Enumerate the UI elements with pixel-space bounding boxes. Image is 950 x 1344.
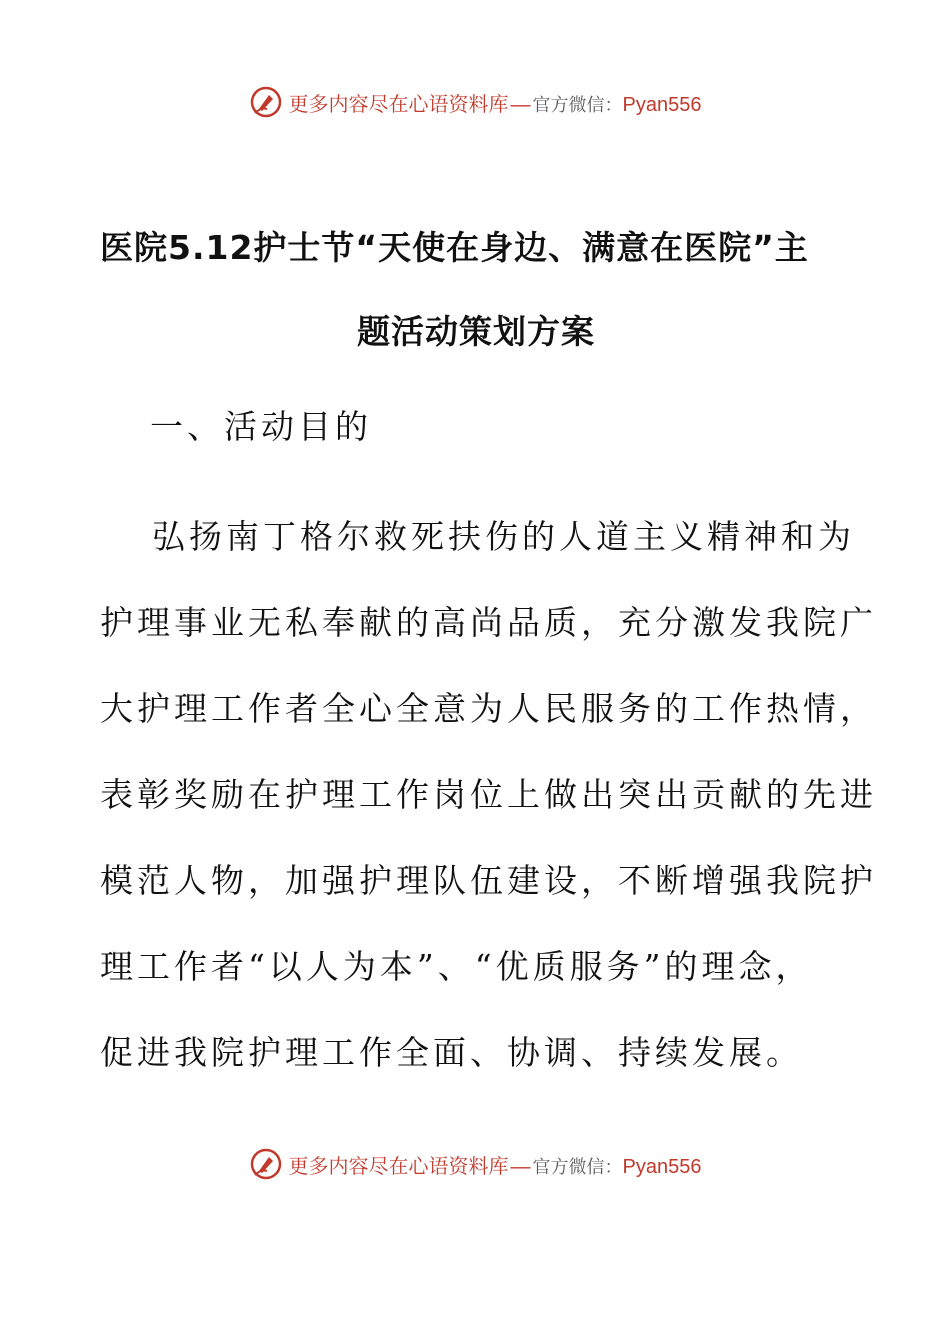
watermark-text	[289, 1150, 702, 1179]
title-line-1: 医院5.12护士节“天使在身边、满意在医院”主	[100, 228, 809, 267]
pen-nib-logo-icon	[249, 85, 283, 119]
paragraph-line: 促进我院护理工作全面、协调、持续发展。	[100, 1033, 803, 1072]
watermark-site-text: 更多内容尽在心语资料库	[288, 91, 509, 116]
paragraph-line: 表彰奖励在护理工作岗位上做出突出贡献的先进	[100, 775, 877, 814]
watermark-banner-top	[0, 82, 950, 122]
document-title	[100, 206, 852, 374]
paragraph-line: 护理事业无私奉献的高尚品质，充分激发我院广	[100, 603, 877, 642]
watermark-banner-bottom	[0, 1144, 950, 1184]
watermark-dash: —	[510, 1155, 531, 1178]
paragraph-line: 弘扬南丁格尔救死扶伤的人道主义精神和为	[152, 517, 855, 556]
watermark-text	[289, 88, 702, 117]
paragraph-line: 理工作者“以人为本”、“优质服务”的理念，	[100, 947, 813, 986]
watermark-wechat-label: 官方微信：	[532, 1156, 623, 1178]
watermark-wechat-id: Pyan556	[622, 93, 702, 116]
pen-nib-logo-icon	[249, 1147, 283, 1181]
watermark-dash: —	[510, 93, 531, 116]
watermark-wechat-label: 官方微信：	[532, 94, 623, 116]
body-paragraph	[100, 494, 877, 1096]
paragraph-line: 模范人物，加强护理队伍建设，不断增强我院护	[100, 861, 877, 900]
paragraph-line: 大护理工作者全心全意为人民服务的工作热情，	[100, 689, 877, 728]
watermark-site-text: 更多内容尽在心语资料库	[288, 1153, 509, 1178]
watermark-wechat-id: Pyan556	[622, 1155, 702, 1178]
title-line-2: 题活动策划方案	[357, 312, 595, 351]
section-heading: 一、活动目的	[150, 407, 372, 446]
